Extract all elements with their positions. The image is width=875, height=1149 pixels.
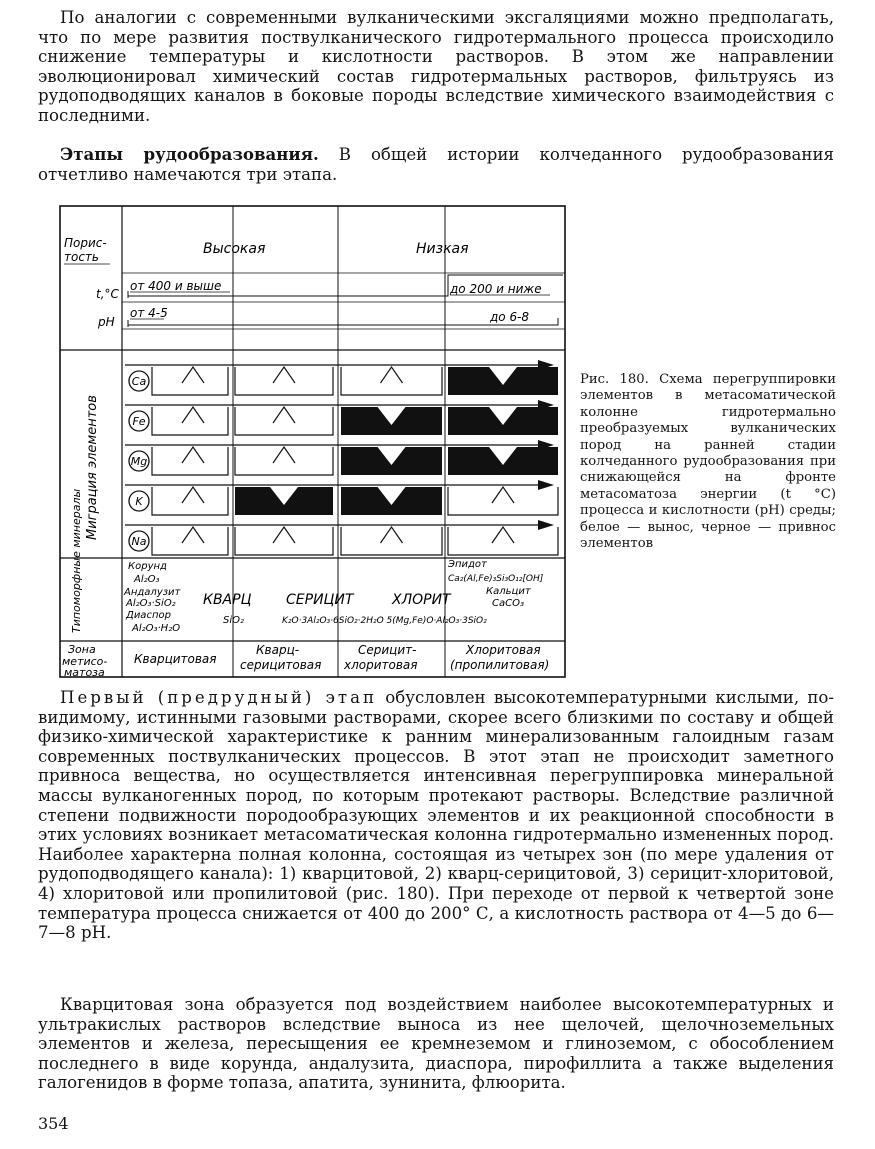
paragraph-intro: По аналогии с современными вулканическими эксгаляциями можно предполагать, что по мере развития поствулканического гидротермального процесса происходило снижение температуры и кислотности растворов. В этом же направлении эволюционировал химический состав гидротермальных растворов, фильтруясь из рудоподводящих каналов в боковые породы вследствие химического взаимодействия с последними. — [38, 8, 834, 125]
porosity-label-1: Порис- — [64, 236, 107, 250]
migration-rows — [125, 360, 558, 555]
temp-high: от 400 и выше — [130, 279, 222, 293]
zone-label-1: Зона — [68, 643, 96, 656]
zone-propylite-1: Хлоритовая — [466, 643, 541, 657]
inflow-mg-3 — [341, 447, 442, 475]
migration-label: Миграция элементов — [85, 395, 100, 540]
mineral-corundum-formula: Al₂O₃ — [134, 574, 160, 585]
arrow-head-na — [538, 520, 554, 530]
ph-label: pH — [98, 315, 115, 329]
zone-label-3: матоза — [64, 666, 105, 679]
element-label-na: Na — [131, 535, 147, 548]
arrow-head-k — [538, 480, 554, 490]
paragraph-first-stage — [38, 688, 834, 943]
porosity-low: Низкая — [416, 241, 469, 257]
figure-180 — [58, 205, 568, 684]
inflow-k-2 — [235, 487, 333, 515]
porosity-high: Высокая — [203, 241, 266, 257]
mineral-diaspore: Диаспор — [126, 610, 171, 621]
mineral-sericite: СЕРИЦИТ — [286, 592, 354, 608]
outflow-k-4 — [448, 487, 558, 515]
page-number: 354 — [38, 1114, 69, 1133]
zone-quartz-sericite-2: серицитовая — [240, 658, 322, 672]
figure-caption: Рис. 180. Схема перегруппировки элементов в метасоматической колонне гидротермально преобразуемых вулканических пород на ранней стадии колчеданного рудообразования при снижающейся на фронте метасоматоза энергии (t °C) процесса и кислотности (pH) среды; белое — вынос, черное — привнос элементов — [580, 372, 836, 552]
outflow-ca-3 — [341, 367, 442, 395]
ph-low: от 4-5 — [130, 306, 168, 320]
mineral-calcite-formula: CaCO₃ — [492, 598, 524, 609]
element-label-k: K — [135, 495, 143, 508]
first-stage-text: обусловлен высокотемпературными кислыми, по-видимому, истинными газовыми растворами, скорее всего близкими по составу и общей физико-химической характеристике к ранним минерализованным галоидным газам современных поствулканических процессов. В этот этап не происходит заметного привноса вещества, но осуществляется интенсивная перегруппировка минеральной массы вулканогенных пород, по которым протекают растворы. Вследствие различной степени подвижности породообразующих элементов и их реакционной способности в этих условиях возникает метасоматическая колонна гидротермально измененных пород. Наиболее характерна полная колонна, состоящая из четырех зон (по мере удаления от рудоподводящего канала): 1) кварцитовой, 2) кварц-серицитовой, 3) серицит-хлоритовой, 4) хлоритовой или пропилитовой (рис. 180). При переходе от первой к четвертой зоне температура процесса снижается от 400 до 200° С, а кислотность раствора от 4—5 до 6—7—8 pH. — [38, 688, 834, 943]
element-label-ca: Ca — [131, 375, 147, 388]
outflow-ca-2 — [235, 367, 333, 395]
ph-high: до 6-8 — [490, 310, 530, 324]
stages-heading: Этапы рудообразования. — [60, 144, 319, 164]
mineral-chlorite: ХЛОРИТ — [392, 592, 451, 608]
element-label-mg: Mg — [130, 455, 148, 468]
zone-quartz-sericite-1: Кварц- — [256, 643, 300, 657]
mineral-corundum: Корунд — [128, 561, 167, 572]
outflow-na-2 — [235, 527, 333, 555]
first-stage-heading: Первый (предрудный) этап — [60, 688, 378, 707]
paragraph-quartzite-zone: Кварцитовая зона образуется под воздействием наиболее высокотемпературных и ультракислых растворов вследствие выноса из нее щелочей, щелочноземельных элементов и железа, пересыщения ее кремнеземом и глиноземом, с обособлением последнего в виде корунда, андалузита, диаспора, пирофиллита а также выделения галогенидов в форме топаза, апатита, зунинита, флюорита. — [38, 995, 834, 1093]
mineral-andalusite-formula: Al₂O₃·SiO₂ — [126, 598, 176, 609]
metasomatic-column-diagram — [58, 205, 568, 680]
minerals-label: Типоморфные минералы — [70, 488, 83, 633]
mineral-sericite-chlorite-formula: K₂O·3Al₂O₃·6SiO₂·2H₂O 5(Mg,Fe)O·Al₂O₃·3SiO₂ — [282, 616, 487, 626]
inflow-ca-4 — [448, 367, 558, 395]
outflow-na-4 — [448, 527, 558, 555]
mineral-calcite: Кальцит — [486, 586, 531, 597]
mineral-epidote: Эпидот — [448, 559, 487, 570]
zone-sericite-chlorite-2: хлоритовая — [344, 658, 418, 672]
paragraph-stages — [38, 145, 834, 184]
porosity-label-2: тость — [64, 250, 99, 264]
element-label-fe: Fe — [132, 415, 146, 428]
inflow-fe-4 — [448, 407, 558, 435]
zone-label-2: метисо- — [62, 655, 108, 668]
inflow-k-3 — [341, 487, 442, 515]
inflow-mg-4 — [448, 447, 558, 475]
mineral-epidote-formula: Ca₂(Al,Fe)₃Si₃O₁₂[OH] — [448, 574, 544, 584]
outflow-fe-2 — [235, 407, 333, 435]
inflow-fe-3 — [341, 407, 442, 435]
mineral-diaspore-formula: Al₂O₃·H₂O — [132, 623, 181, 634]
temp-low: до 200 и ниже — [450, 282, 542, 296]
zone-propylite-2: (пропилитовая) — [450, 658, 550, 672]
zone-sericite-chlorite-1: Серицит- — [358, 643, 417, 657]
mineral-quartz-formula: SiO₂ — [223, 615, 245, 626]
outflow-na-3 — [341, 527, 442, 555]
stages-text: В общей истории колчеданного рудообразования отчетливо намечаются три этапа. — [38, 145, 835, 184]
temp-label: t,°C — [96, 287, 119, 301]
outflow-mg-2 — [235, 447, 333, 475]
mineral-andalusite: Андалузит — [124, 587, 181, 598]
mineral-quartz: КВАРЦ — [203, 592, 252, 608]
zone-quartzite: Кварцитовая — [134, 652, 217, 666]
